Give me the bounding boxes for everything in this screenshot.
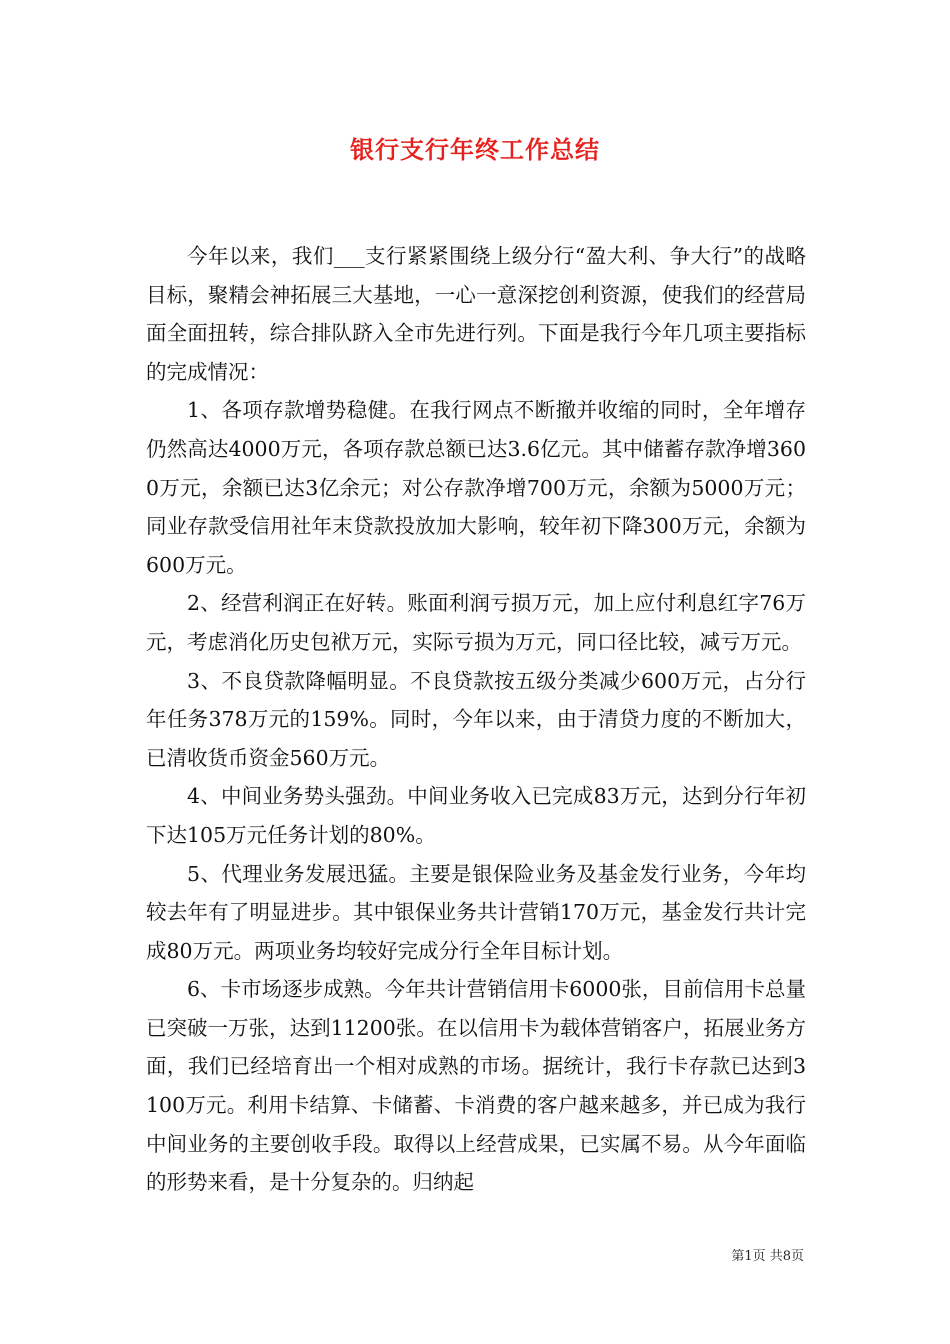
- document-body: [146, 237, 806, 1202]
- paragraph-bad-loans: 3、不良贷款降幅明显。不良贷款按五级分类减少600万元，占分行年任务378万元的159%。同时，今年以来，由于清贷力度的不断加大，已清收货币资金560万元。: [146, 668, 806, 770]
- paragraph-card-market: 6、卡市场逐步成熟。今年共计营销信用卡6000张，目前信用卡总量已突破一万张，达到11200张。在以信用卡为载体营销客户，拓展业务方面，我们已经培育出一个相对成熟的市场。据统计，我行卡存款已达到3100万元。利用卡结算、卡储蓄、卡消费的客户越来越多，并已成为我行中间业务的主要创收手段。取得以上经营成果，已实属不易。从今年面临的形势来看，是十分复杂的。归纳起: [146, 977, 806, 1195]
- paragraph-deposits: 1、各项存款增势稳健。在我行网点不断撤并收缩的同时，全年增存仍然高达4000万元，各项存款总额已达3.6亿元。其中储蓄存款净增3600万元，余额已达3亿余元；对公存款净增700万元，余额为5000万元；同业存款受信用社年末贷款投放加大影响，较年初下降300万元，余额为600万元。: [146, 398, 806, 577]
- paragraph-intermediate-business: 4、中间业务势头强劲。中间业务收入已完成83万元，达到分行年初下达105万元任务计划的80%。: [146, 784, 806, 847]
- document-title: 银行支行年终工作总结: [350, 135, 600, 164]
- paragraph-profit: 2、经营利润正在好转。账面利润亏损万元，加上应付利息红字76万元，考虑消化历史包袱万元，实际亏损为万元，同口径比较，减亏万元。: [146, 591, 806, 654]
- page-number: 第1页 共8页: [731, 1249, 804, 1264]
- paragraph-agency-business: 5、代理业务发展迅猛。主要是银保险业务及基金发行业务，今年均较去年有了明显进步。其中银保业务共计营销170万元，基金发行共计完成80万元。两项业务均较好完成分行全年目标计划。: [146, 861, 806, 963]
- paragraph-intro: 今年以来，我们___支行紧紧围绕上级分行“盈大利、争大行”的战略目标，聚精会神拓展三大基地，一心一意深挖创利资源，使我们的经营局面全面扭转，综合排队跻入全市先进行列。下面是我行今年几项主要指标的完成情况：: [146, 244, 806, 384]
